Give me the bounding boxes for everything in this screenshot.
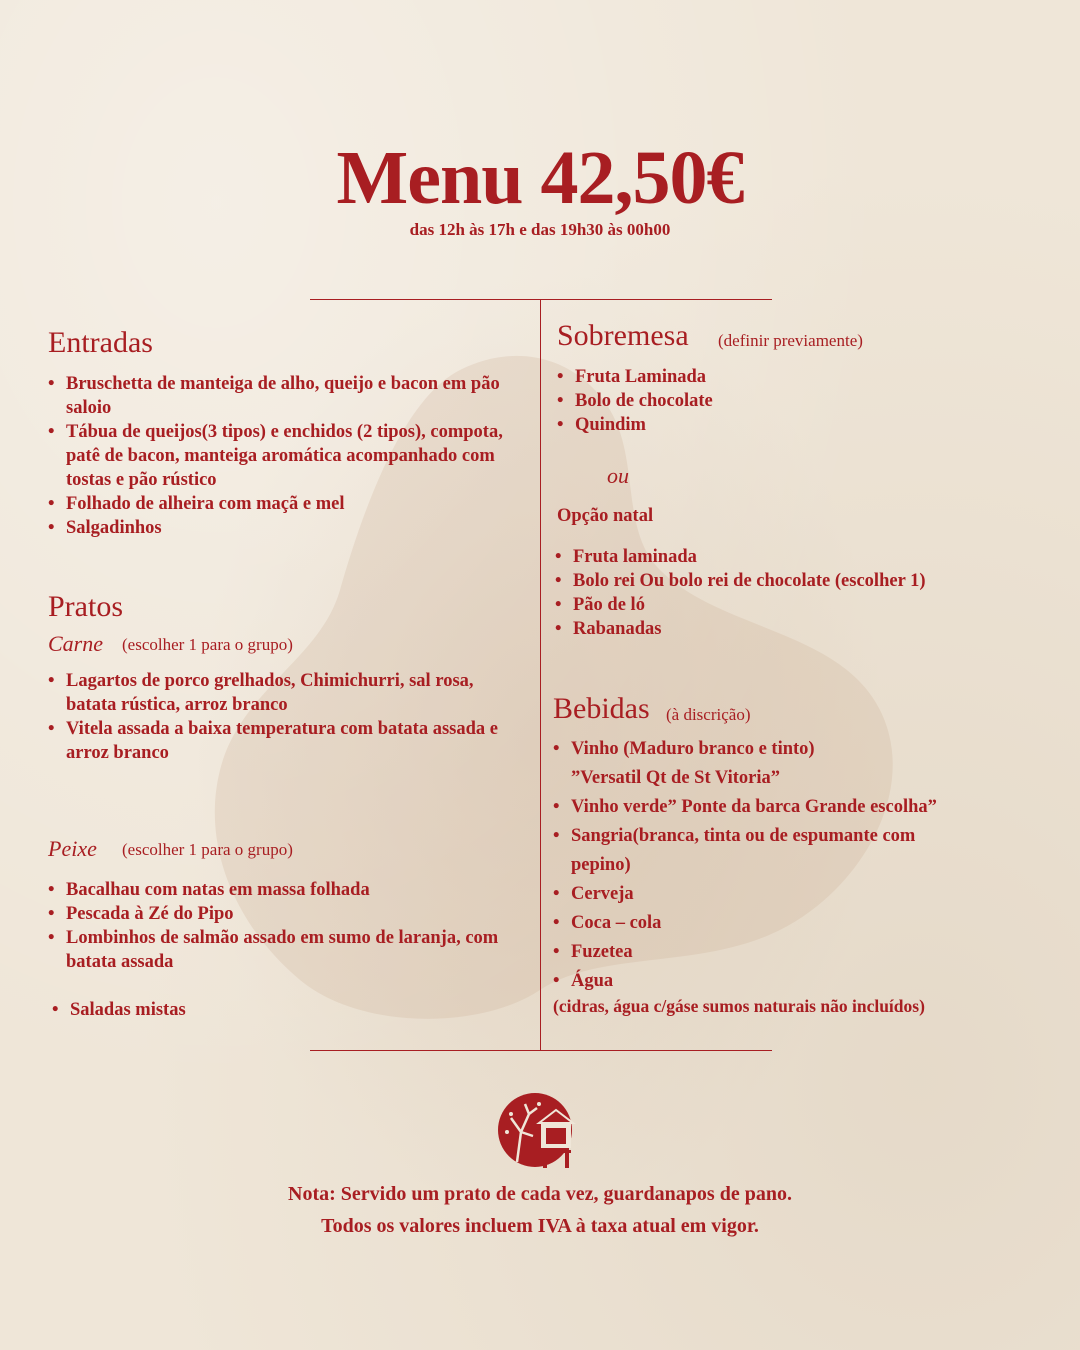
natal-label: Opção natal: [557, 506, 654, 526]
list-item: • Pão de ló: [555, 593, 1055, 617]
list-item: • Folhado de alheira com maçã e mel: [48, 492, 523, 516]
footer-note-line2: Todos os valores incluem IVA à taxa atual em vigor.: [321, 1215, 759, 1237]
list-item: • Cerveja: [553, 882, 1053, 906]
pratos-heading: Pratos: [48, 590, 123, 623]
footer-note-line1: Nota: Servido um prato de cada vez, guardanapos de pano.: [288, 1183, 792, 1205]
list-item: • Lagartos de porco grelhados, Chimichurri, sal rosa, batata rústica, arroz branco: [48, 669, 518, 717]
top-divider: [310, 299, 772, 300]
carne-label: Carne: [48, 631, 103, 656]
list-item: • Pescada à Zé do Pipo: [48, 902, 518, 926]
natal-list: [555, 545, 1055, 641]
menu-title: Menu 42,50€: [336, 136, 744, 220]
list-item: • Quindim: [557, 413, 1037, 437]
carne-list: [48, 669, 518, 765]
list-item: • Fruta Laminada: [557, 365, 1037, 389]
list-item: • Tábua de queijos(3 tipos) e enchidos (2 tipos), compota, patê de bacon, manteiga aromática acompanhado com tostas e pão rústico: [48, 420, 523, 492]
service-hours: das 12h às 17h e das 19h30 às 00h00: [409, 220, 671, 239]
extra-list: [52, 998, 352, 1022]
list-item: • Fruta laminada: [555, 545, 1055, 569]
list-item: • Salgadinhos: [48, 516, 523, 540]
list-item: • Vitela assada a baixa temperatura com batata assada e arroz branco: [48, 717, 518, 765]
list-item-continued: ”Versatil Qt de St Vitoria”: [571, 768, 780, 788]
list-item: • Vinho verde” Ponte da barca Grande escolha”: [553, 795, 1053, 819]
column-divider: [540, 299, 541, 1050]
bottom-divider: [310, 1050, 772, 1051]
list-item: • Bruschetta de manteiga de alho, queijo e bacon em pão saloio: [48, 372, 523, 420]
list-item: • Bacalhau com natas em massa folhada: [48, 878, 518, 902]
list-item: • Rabanadas: [555, 617, 1055, 641]
list-item: • Lombinhos de salmão assado em sumo de laranja, com batata assada: [48, 926, 518, 974]
entradas-heading: Entradas: [48, 326, 153, 359]
list-item-continued: pepino): [571, 855, 631, 875]
carne-note: (escolher 1 para o grupo): [122, 635, 293, 654]
list-item: • Vinho (Maduro branco e tinto): [553, 737, 1053, 761]
peixe-note: (escolher 1 para o grupo): [122, 840, 293, 859]
tree-and-house-logo-icon: [497, 1092, 583, 1172]
peixe-list: [48, 878, 518, 974]
list-item: • Saladas mistas: [52, 998, 352, 1022]
list-item: • Sangria(branca, tinta ou de espumante com: [553, 824, 1053, 848]
bebidas-note: (à discrição): [666, 705, 751, 724]
entradas-list: [48, 372, 523, 540]
list-item: • Água: [553, 969, 1053, 993]
peixe-label: Peixe: [48, 836, 97, 861]
list-item: • Bolo de chocolate: [557, 389, 1037, 413]
list-item: • Coca – cola: [553, 911, 1053, 935]
sobremesa-list: [557, 365, 1037, 437]
bebidas-footnote: (cidras, água c/gáse sumos naturais não incluídos): [553, 996, 925, 1016]
list-item: • Fuzetea: [553, 940, 1053, 964]
bebidas-heading: Bebidas: [553, 692, 650, 725]
bebidas-list: [553, 737, 1053, 998]
or-label: ou: [607, 463, 629, 488]
sobremesa-note: (definir previamente): [718, 331, 863, 350]
list-item: • Bolo rei Ou bolo rei de chocolate (escolher 1): [555, 569, 1055, 593]
sobremesa-heading: Sobremesa: [557, 319, 689, 352]
